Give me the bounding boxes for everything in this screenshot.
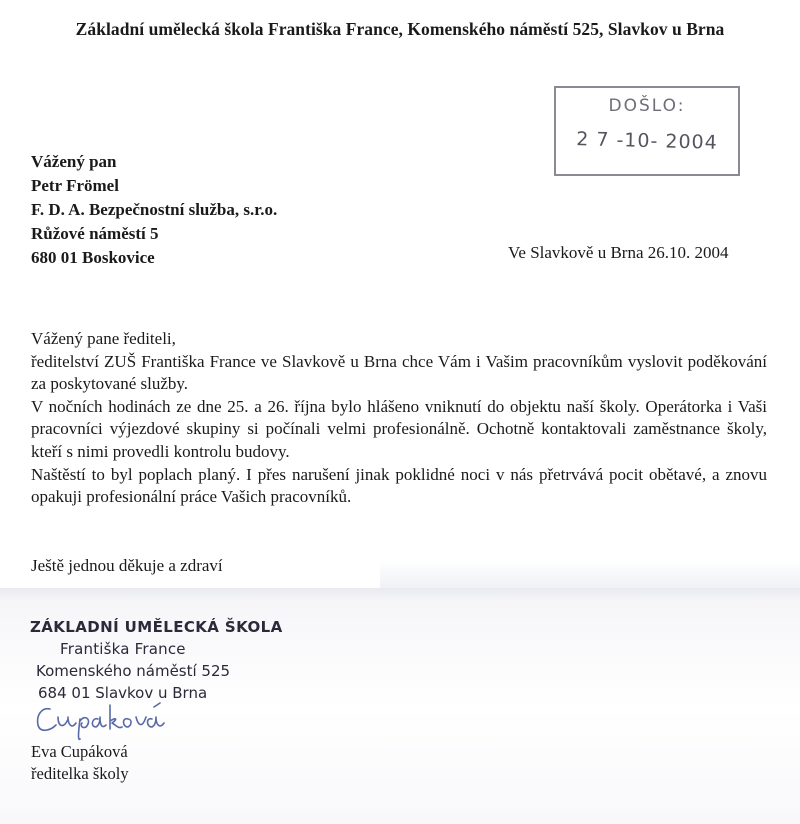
paragraph: Naštěstí to byl poplach planý. I přes narušení jinak poklidné noci v nás přetrvává pocit obětavé, a znovu opakuji profesionální práce Vašich pracovníků.: [31, 464, 767, 507]
recipient-address: [31, 150, 277, 270]
signer-name: Eva Cupáková: [31, 742, 128, 761]
school-stamp-line: Františka France: [60, 640, 186, 658]
recipient-line: Růžové náměstí 5: [31, 224, 159, 243]
recipient-line: F. D. A. Bezpečnostní služba, s.r.o.: [31, 200, 278, 219]
handwritten-signature: [28, 695, 208, 743]
school-stamp-line: Komenského náměstí 525: [36, 662, 231, 680]
signer-title: ředitelka školy: [31, 764, 129, 783]
recipient-line: 680 01 Boskovice: [31, 248, 155, 267]
recipient-line: Vážený pan: [31, 152, 117, 171]
paragraph: V nočních hodinách ze dne 25. a 26. října bylo hlášeno vniknutí do objektu naší školy. Operátorka i Vaši pracovníci výjezdové skupiny si počínali velmi profesionálně. Ochotně kontaktovali zaměstnance školy, kteří s nimi provedli kontrolu budovy.: [31, 396, 767, 461]
letter-body: [31, 328, 767, 509]
school-stamp-line: 684 01 Slavkov u Brna: [38, 684, 208, 702]
school-stamp-line: ZÁKLADNÍ UMĚLECKÁ ŠKOLA: [30, 618, 283, 636]
paragraph: ředitelství ZUŠ Františka France ve Slavkově u Brna chce Vám i Vašim pracovníkům vyslovit poděkování za poskytované služby.: [31, 351, 767, 394]
received-stamp-date: 2 7 -10- 2004: [575, 128, 719, 154]
signer-block: [31, 741, 129, 785]
received-stamp: [554, 86, 740, 176]
letterhead: Základní umělecká škola Františka France, Komenského náměstí 525, Slavkov u Brna: [75, 19, 725, 39]
closing: Ještě jednou děkuje a zdraví: [31, 556, 223, 575]
recipient-line: Petr Frömel: [31, 176, 119, 195]
salutation: Vážený pane řediteli,: [31, 329, 176, 348]
received-stamp-label: DOŠLO:: [608, 96, 686, 116]
school-stamp: [30, 618, 283, 702]
place-date: Ve Slavkově u Brna 26.10. 2004: [508, 243, 729, 262]
